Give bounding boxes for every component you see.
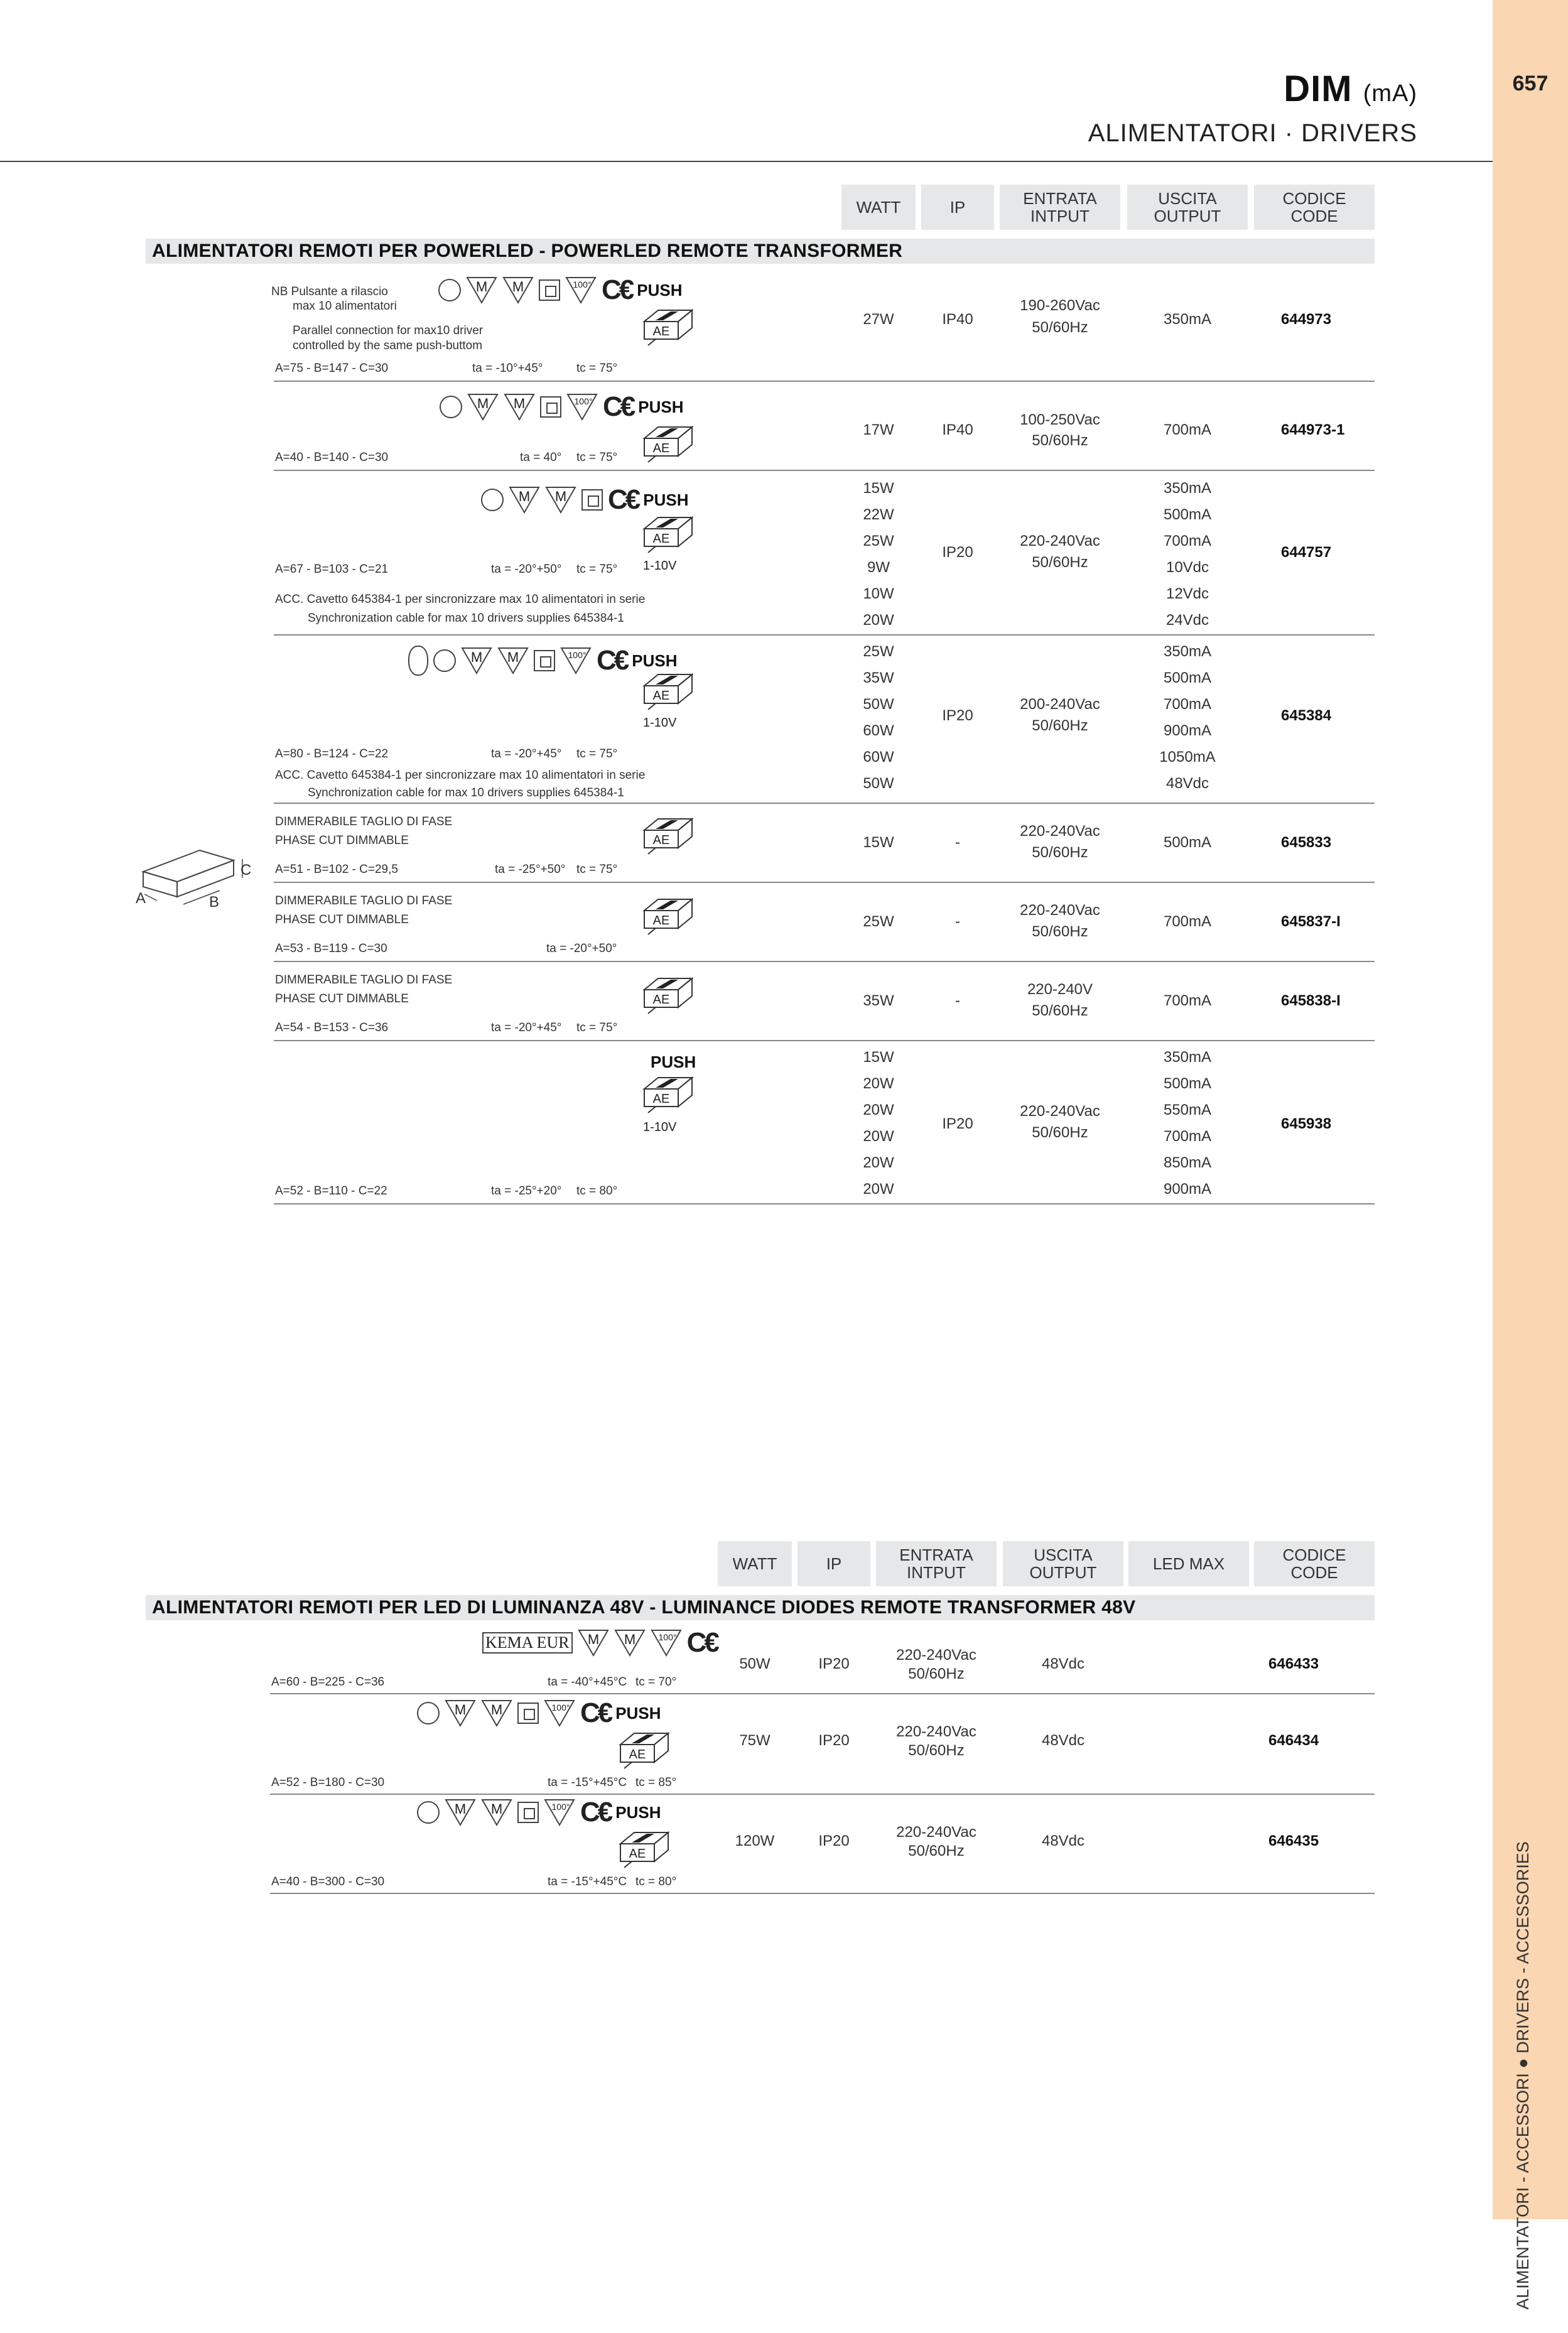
kema-eur-icon: KEMA EUR <box>482 1632 573 1654</box>
row4-ta: ta = -20°+45° <box>491 747 562 761</box>
row1-input-2: 50/60Hz <box>1032 319 1088 336</box>
lamp-icon <box>438 279 461 301</box>
svg-text:M: M <box>587 1632 599 1647</box>
row4-acc-1: ACC. Cavetto 645384-1 per sincronizzare max 10 alimentatori in serie <box>275 769 646 782</box>
svg-text:100°: 100° <box>573 279 592 290</box>
row5-note-1: DIMMERABILE TAGLIO DI FASE <box>275 815 453 828</box>
ae-driver-icon <box>642 897 695 936</box>
header-input: ENTRATA INTPUT <box>1000 185 1120 230</box>
row5-dims: A=51 - B=102 - C=29,5 <box>275 863 398 876</box>
row1-ta: ta = -10°+45° <box>472 362 543 375</box>
row6-ip: - <box>955 913 960 930</box>
m-class-icon <box>461 647 492 674</box>
row8-output-1: 350mA <box>1163 1049 1212 1066</box>
s2-row1-output: 48Vdc <box>1041 1655 1085 1672</box>
row4-output-1: 350mA <box>1163 643 1212 660</box>
row5-input-2: 50/60Hz <box>1032 844 1088 861</box>
s2-row2-input-2: 50/60Hz <box>908 1742 965 1759</box>
row4-acc-2: Synchronization cable for max 10 drivers supplies 645384-1 <box>308 786 624 799</box>
row4-dimming-label: 1-10V <box>643 716 677 730</box>
s2-row2-tc: tc = 85° <box>635 1776 677 1789</box>
row7-ip: - <box>955 992 960 1009</box>
row8-output-2: 500mA <box>1163 1075 1212 1092</box>
row4-watt-3: 50W <box>863 696 894 713</box>
row3-watt-2: 22W <box>863 506 894 523</box>
row2-output: 700mA <box>1163 421 1212 438</box>
push-label: PUSH <box>643 490 689 509</box>
svg-text:M: M <box>624 1632 635 1647</box>
temp-100-icon <box>566 393 598 421</box>
svg-text:AE: AE <box>652 833 670 847</box>
row1-output: 350mA <box>1163 311 1212 328</box>
row7-ta: ta = -20°+45° <box>491 1021 562 1034</box>
row8-output-4: 700mA <box>1163 1128 1212 1145</box>
ae-driver-icon <box>642 976 695 1015</box>
double-insulation-icon <box>540 396 561 418</box>
push-label: PUSH <box>638 397 684 416</box>
lamp-icon <box>481 489 504 511</box>
row7-note-1: DIMMERABILE TAGLIO DI FASE <box>275 973 453 987</box>
row6-note-1: DIMMERABILE TAGLIO DI FASE <box>275 894 453 907</box>
row1-dims: A=75 - B=147 - C=30 <box>275 362 389 375</box>
mm-class-icon <box>481 1699 512 1727</box>
row7-input-2: 50/60Hz <box>1032 1002 1088 1019</box>
ce-mark-icon: C€ <box>580 1797 611 1827</box>
row4-output-6: 48Vdc <box>1165 775 1209 792</box>
row1-note-3: Parallel connection for max10 driver <box>293 324 484 337</box>
svg-text:M: M <box>512 279 524 295</box>
row7-tc: tc = 75° <box>576 1021 618 1034</box>
title-divider <box>0 161 1493 162</box>
mm-class-icon <box>481 1799 512 1826</box>
double-insulation-icon <box>517 1702 539 1724</box>
s2-row2-input-1: 220-240Vac <box>896 1723 976 1740</box>
row3-acc-2: Synchronization cable for max 10 drivers supplies 645384-1 <box>308 612 624 625</box>
row3-output-3: 700mA <box>1163 533 1212 549</box>
m-class-icon <box>467 393 499 421</box>
page-subtitle: ALIMENTATORI · DRIVERS <box>1088 119 1417 147</box>
row2-ta: ta = 40° <box>520 451 562 464</box>
row-divider <box>270 1893 1375 1894</box>
row1-watt: 27W <box>863 311 894 328</box>
temp-100-icon <box>560 647 592 674</box>
row2-input-2: 50/60Hz <box>1032 432 1088 449</box>
row5-code: 645833 <box>1281 834 1332 851</box>
row8-output-5: 850mA <box>1163 1154 1212 1171</box>
sensor-icon <box>408 646 428 676</box>
row2-dims: A=40 - B=140 - C=30 <box>275 451 389 464</box>
lamp-icon <box>433 649 456 672</box>
svg-text:AE: AE <box>652 1092 670 1106</box>
row4-watt-5: 60W <box>863 749 894 766</box>
s2-row2-output: 48Vdc <box>1041 1732 1085 1749</box>
row4-output-3: 700mA <box>1163 696 1212 713</box>
row4-code: 645384 <box>1281 707 1332 724</box>
row4-input-2: 50/60Hz <box>1032 717 1088 734</box>
header2-input: ENTRATA INTPUT <box>876 1541 997 1586</box>
row-divider <box>274 470 1375 471</box>
row8-watt-1: 15W <box>863 1049 894 1066</box>
row3-output-1: 350mA <box>1163 480 1212 497</box>
row3-output-6: 24Vdc <box>1165 612 1209 629</box>
page-number: 657 <box>1512 72 1549 95</box>
row-divider <box>274 1203 1375 1204</box>
row-divider <box>274 882 1375 883</box>
row2-watt: 17W <box>863 421 894 438</box>
ae-driver-icon <box>642 672 695 711</box>
row3-input-2: 50/60Hz <box>1032 554 1088 571</box>
svg-text:100°: 100° <box>551 1702 570 1713</box>
ce-mark-icon: C€ <box>686 1627 717 1658</box>
row3-ip: IP20 <box>942 544 973 561</box>
s2-row1-input-2: 50/60Hz <box>908 1665 965 1682</box>
row1-code: 644973 <box>1281 311 1332 328</box>
row-divider <box>274 634 1375 636</box>
row-divider <box>274 803 1375 804</box>
row3-watt-1: 15W <box>863 480 894 497</box>
svg-text:M: M <box>475 279 488 295</box>
s2-row3-watt: 120W <box>735 1832 775 1849</box>
svg-text:AE: AE <box>652 441 670 455</box>
double-insulation-icon <box>517 1802 539 1823</box>
ce-mark-icon: C€ <box>603 391 634 422</box>
row-divider <box>270 1693 1375 1694</box>
m-class-icon <box>445 1699 476 1727</box>
row3-watt-6: 20W <box>863 612 894 629</box>
row8-input-1: 220-240Vac <box>1020 1103 1100 1120</box>
s2-row3-ta: ta = -15°+45°C <box>548 1875 627 1888</box>
header-output: USCITA OUTPUT <box>1127 185 1248 230</box>
m-class-icon <box>578 1629 609 1657</box>
ce-mark-icon: C€ <box>580 1697 611 1728</box>
header2-output: USCITA OUTPUT <box>1003 1541 1123 1586</box>
row8-watt-4: 20W <box>863 1128 894 1145</box>
push-label: PUSH <box>615 1703 661 1723</box>
row7-dims: A=54 - B=153 - C=36 <box>275 1021 389 1034</box>
row8-code: 645938 <box>1281 1115 1332 1132</box>
row3-ta: ta = -20°+50° <box>491 563 562 576</box>
svg-text:AE: AE <box>652 532 670 546</box>
row4-watt-4: 60W <box>863 722 894 739</box>
s2-row3-code: 646435 <box>1268 1832 1319 1849</box>
s2-row2-ip: IP20 <box>818 1732 850 1749</box>
s2-row2-ta: ta = -15°+45°C <box>548 1776 627 1789</box>
row8-watt-6: 20W <box>863 1181 894 1198</box>
lamp-icon <box>417 1702 440 1724</box>
mm-class-icon <box>497 647 529 674</box>
ae-driver-icon <box>642 816 695 855</box>
row3-dims: A=67 - B=103 - C=21 <box>275 563 389 576</box>
box-label-c: C <box>241 862 252 879</box>
svg-text:AE: AE <box>652 689 670 703</box>
row4-ip: IP20 <box>942 707 973 724</box>
row4-output-2: 500mA <box>1163 669 1212 686</box>
row5-tc: tc = 75° <box>576 863 618 876</box>
row5-watt: 15W <box>863 834 894 851</box>
row4-watt-6: 50W <box>863 775 894 792</box>
push-label: PUSH <box>632 651 678 670</box>
s2-row2-code: 646434 <box>1268 1732 1319 1749</box>
row5-ta: ta = -25°+50° <box>495 863 566 876</box>
mm-class-icon <box>614 1629 646 1657</box>
header2-ip: IP <box>798 1541 870 1586</box>
row-divider <box>270 1794 1375 1795</box>
row8-ip: IP20 <box>942 1115 973 1132</box>
row4-watt-2: 35W <box>863 669 894 686</box>
svg-text:AE: AE <box>629 1847 646 1861</box>
row-divider <box>274 1040 1375 1041</box>
row1-ip: IP40 <box>942 311 973 328</box>
row7-note-2: PHASE CUT DIMMABLE <box>275 992 409 1005</box>
header2-watt: WATT <box>718 1541 792 1586</box>
mm-class-icon <box>545 486 576 514</box>
row8-watt-2: 20W <box>863 1075 894 1092</box>
push-label: PUSH <box>637 280 683 300</box>
svg-text:M: M <box>454 1702 467 1718</box>
row1-input-1: 190-260Vac <box>1020 297 1100 314</box>
ae-driver-icon <box>618 1830 671 1869</box>
row7-input-1: 220-240V <box>1027 981 1093 998</box>
row2-input-1: 100-250Vac <box>1020 411 1100 428</box>
ae-driver-icon <box>618 1731 671 1770</box>
row5-ip: - <box>955 834 960 851</box>
s2-row1-input-1: 220-240Vac <box>896 1647 976 1664</box>
header-code: CODICE CODE <box>1254 185 1375 230</box>
svg-text:M: M <box>513 396 526 411</box>
s2-row3-output: 48Vdc <box>1041 1832 1085 1849</box>
header2-led-max: LED MAX <box>1128 1541 1249 1586</box>
row3-output-4: 10Vdc <box>1165 559 1209 576</box>
header-ip: IP <box>921 185 994 230</box>
row2-icon-strip <box>440 393 684 421</box>
row8-ta: ta = -25°+20° <box>491 1184 562 1198</box>
svg-text:M: M <box>470 649 483 665</box>
s2-row1-dims: A=60 - B=225 - C=36 <box>271 1675 385 1689</box>
row4-watt-1: 25W <box>863 643 894 660</box>
row1-icon-strip <box>438 276 683 304</box>
row6-note-2: PHASE CUT DIMMABLE <box>275 913 409 926</box>
header-watt: WATT <box>841 185 916 230</box>
s2-row3-dims: A=40 - B=300 - C=30 <box>271 1875 385 1888</box>
row4-icon-strip <box>408 646 678 676</box>
row3-watt-5: 10W <box>863 585 894 602</box>
dimension-box-diagram <box>132 842 257 911</box>
m-class-icon <box>509 486 540 514</box>
row1-note-1: NB Pulsante a rilascio <box>271 285 388 298</box>
row3-code: 644757 <box>1281 544 1332 561</box>
svg-text:AE: AE <box>652 325 670 338</box>
temp-100-icon <box>544 1799 575 1826</box>
svg-text:M: M <box>518 489 531 504</box>
lamp-icon <box>440 396 462 418</box>
double-insulation-icon <box>581 489 603 511</box>
ae-driver-icon <box>642 515 695 554</box>
row6-ta: ta = -20°+50° <box>546 942 617 955</box>
lamp-icon <box>417 1801 440 1824</box>
row-divider <box>274 381 1375 382</box>
row6-input-2: 50/60Hz <box>1032 923 1088 940</box>
row8-watt-3: 20W <box>863 1102 894 1118</box>
svg-text:M: M <box>490 1801 503 1817</box>
temp-100-icon <box>565 276 597 304</box>
row-divider <box>274 961 1375 962</box>
row1-tc: tc = 75° <box>576 362 618 375</box>
row3-output-5: 12Vdc <box>1165 585 1209 602</box>
row8-output-6: 900mA <box>1163 1181 1212 1198</box>
row3-icon-strip <box>481 486 689 514</box>
row1-note-4: controlled by the same push-buttom <box>293 339 483 352</box>
m-class-icon <box>445 1799 476 1826</box>
row4-output-5: 1050mA <box>1159 749 1216 766</box>
mm-class-icon <box>504 393 535 421</box>
row5-output: 500mA <box>1163 834 1212 851</box>
row7-code: 645838-I <box>1281 992 1341 1009</box>
row3-dimming-label: 1-10V <box>643 559 677 573</box>
s2-row1-icon-strip <box>482 1629 717 1657</box>
temp-100-icon <box>651 1629 682 1657</box>
row3-acc-1: ACC. Cavetto 645384-1 per sincronizzare max 10 alimentatori in serie <box>275 593 646 606</box>
s2-row3-icon-strip <box>417 1799 661 1826</box>
double-insulation-icon <box>534 650 555 671</box>
svg-text:100°: 100° <box>574 396 593 406</box>
ce-mark-icon: C€ <box>608 484 639 515</box>
row6-watt: 25W <box>863 913 894 930</box>
svg-text:100°: 100° <box>658 1632 677 1642</box>
row4-dims: A=80 - B=124 - C=22 <box>275 747 389 761</box>
row8-tc: tc = 80° <box>576 1184 618 1198</box>
svg-text:100°: 100° <box>568 650 587 660</box>
row6-output: 700mA <box>1163 913 1212 930</box>
row6-input-1: 220-240Vac <box>1020 902 1100 919</box>
push-label: PUSH <box>615 1802 661 1822</box>
ce-mark-icon: C€ <box>602 274 632 305</box>
row4-tc: tc = 75° <box>576 747 618 761</box>
svg-text:M: M <box>507 649 519 665</box>
ae-driver-icon <box>642 425 695 463</box>
row8-input-2: 50/60Hz <box>1032 1124 1088 1141</box>
row8-output-3: 550mA <box>1163 1102 1212 1118</box>
svg-text:AE: AE <box>652 914 670 928</box>
svg-text:M: M <box>554 489 567 504</box>
row5-input-1: 220-240Vac <box>1020 823 1100 840</box>
row2-ip: IP40 <box>942 421 973 438</box>
svg-text:M: M <box>477 396 489 411</box>
push-label: PUSH <box>651 1053 696 1071</box>
double-insulation-icon <box>539 279 560 301</box>
row6-code: 645837-I <box>1281 913 1341 930</box>
s2-row1-code: 646433 <box>1268 1655 1319 1672</box>
row8-watt-5: 20W <box>863 1154 894 1171</box>
row6-dims: A=53 - B=119 - C=30 <box>275 942 387 955</box>
row4-output-4: 900mA <box>1163 722 1212 739</box>
box-label-a: A <box>136 890 146 907</box>
row7-output: 700mA <box>1163 992 1212 1009</box>
ae-driver-icon <box>642 308 695 347</box>
s2-row2-dims: A=52 - B=180 - C=30 <box>271 1776 385 1789</box>
row2-tc: tc = 75° <box>576 451 618 464</box>
svg-text:M: M <box>454 1801 467 1817</box>
svg-text:AE: AE <box>652 993 670 1007</box>
mm-class-icon <box>502 276 534 304</box>
svg-text:AE: AE <box>629 1748 646 1762</box>
row3-watt-3: 25W <box>863 533 894 549</box>
s2-row1-tc: tc = 70° <box>635 1675 677 1689</box>
temp-100-icon <box>544 1699 575 1727</box>
ce-mark-icon: C€ <box>597 645 627 676</box>
row3-output-2: 500mA <box>1163 506 1212 523</box>
ae-driver-icon <box>642 1075 695 1114</box>
svg-text:100°: 100° <box>551 1802 570 1812</box>
row8-dimming-label: 1-10V <box>643 1120 677 1134</box>
header2-code: CODICE CODE <box>1254 1541 1375 1586</box>
s2-row1-ip: IP20 <box>818 1655 850 1672</box>
row2-code: 644973-1 <box>1281 421 1345 438</box>
page-title: DIM (mA) <box>1284 68 1417 109</box>
row3-watt-4: 9W <box>867 559 890 576</box>
row1-note-2: max 10 alimentatori <box>293 300 397 313</box>
row7-watt: 35W <box>863 992 894 1009</box>
row8-dims: A=52 - B=110 - C=22 <box>275 1184 387 1198</box>
svg-text:M: M <box>490 1702 503 1718</box>
s2-row1-ta: ta = -40°+45°C <box>548 1675 627 1689</box>
sidebar-vertical-text: ALIMENTATORI - ACCESSORI ● DRIVERS - ACCESSORIES <box>1513 1841 1532 2310</box>
s2-row1-watt: 50W <box>739 1655 770 1672</box>
box-label-b: B <box>209 894 220 911</box>
row4-input-1: 200-240Vac <box>1020 696 1100 713</box>
row3-input-1: 220-240Vac <box>1020 533 1100 549</box>
section1-title: ALIMENTATORI REMOTI PER POWERLED - POWERLED REMOTE TRANSFORMER <box>146 239 1375 264</box>
s2-row2-watt: 75W <box>739 1732 770 1749</box>
s2-row3-input-2: 50/60Hz <box>908 1843 965 1859</box>
m-class-icon <box>466 276 497 304</box>
s2-row3-ip: IP20 <box>818 1832 850 1849</box>
row3-tc: tc = 75° <box>576 563 618 576</box>
s2-row2-icon-strip <box>417 1699 661 1727</box>
s2-row3-input-1: 220-240Vac <box>896 1824 976 1841</box>
section2-title: ALIMENTATORI REMOTI PER LED DI LUMINANZA 48V - LUMINANCE DIODES REMOTE TRANSFORMER 48V <box>146 1595 1375 1620</box>
row5-note-2: PHASE CUT DIMMABLE <box>275 834 409 847</box>
s2-row3-tc: tc = 80° <box>635 1875 677 1888</box>
